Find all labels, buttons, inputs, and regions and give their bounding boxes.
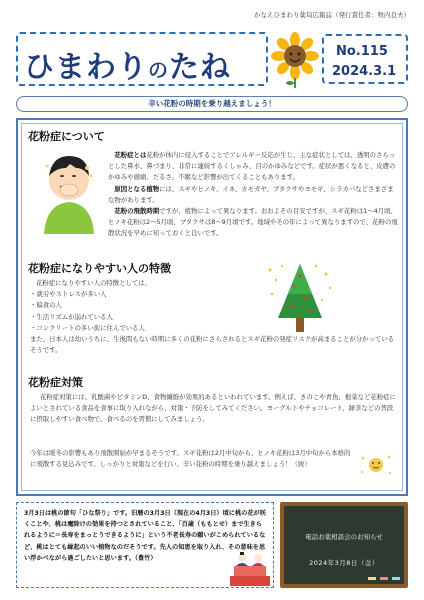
main-article-box [16,118,408,496]
sneezing-person-illustration [38,146,100,234]
prone-intro: 花粉症になりやすい人の特徴としては、 [36,279,152,287]
publisher-line: かなえひまわり薬局広報誌（発行責任者：牧内良夫） [254,11,410,19]
list-item: ・生活リズムが崩れている人 [30,312,113,321]
heading-about: 花粉症について [28,130,105,143]
issue-number: No.115 [336,44,388,59]
hinamatsuri-note: 3月3日は桃の節句「ひな祭り」です。旧暦の3月3日（現在の4月3日）頃に桃の花が咲くことや、桃は魔除けの効果を持つとされていること、「百歳（ももとせ）まで生きられるように＝長寿をまっとうできるように」という不老長寿の願いがこめられているなど、桃はとても縁起のいい植物なのだそうです。先人の知恵を取り入れ、その意味を思い浮かべながら過ごしたいと思います。（豊竹） [16,502,274,588]
board-date: 2024年3月8日（金） [309,559,379,567]
hina-dolls-illustration [230,548,270,586]
subtitle-banner: 辛い花粉の時期を乗り越えましょう！ [16,96,408,112]
about-paragraphs: 花粉症とは花粉が体内に侵入することでアレルギー反応が生じ、主な症状としては、透明のさらっとした鼻水、鼻づまり、非常に連続するくしゃみ、目のかゆみなどです。症状が悪くなると、皮膚のかゆみや頭痛、だるさ、不眠など影響が出てくることもあります。 原因となる植物には、スギやヒノキ、イネ、カモガヤ、ブタクサやヨモギ、シラカバなどさまざまな物があります。 花粉の飛散時期ですが、植物によって異なります。おおよその目安ですが、スギ花粉は1〜4月頃、ヒノキ花粉は2〜5月頃、ブタクサは8〜9月頃です。地域やその年によって異なりますので、花粉の飛散状況を早めに知っておくと良いです。 [108,151,398,238]
chalk-icon [368,577,376,580]
measures-closing: 今年は暖冬の影響もあり飛散開始が早まるそうです。スギ花粉は2月中旬から、ヒノキ花粉は3月中旬から本格的に飛散する見込みです。しっかりと対策などを行い、辛い花粉の時期を乗り越えましょう！（綾） [30,449,351,469]
pollen-icon [358,452,394,478]
chalk-icon [380,577,388,580]
board-title: 電話お薬相談会のお知らせ [305,533,383,541]
issue-box [322,34,408,84]
notice-chalkboard [280,502,408,588]
list-item: ・就労やストレスが多い人 [30,290,107,299]
prone-outro: また、日本人は幼いうちに、生後間もない時期に多くの花粉にさらされるとスギ花粉の発症リスクが高まることが分かっているそうです。 [30,335,395,355]
list-item: ・コンクリートの多い街に住んでいる人 [30,323,145,332]
issue-date: 2024.3.1 [332,64,397,79]
heading-prone: 花粉症になりやすい人の特徴 [28,262,171,275]
heading-measures: 花粉症対策 [28,376,83,389]
newsletter-title: ひまわりのたね [24,50,231,85]
list-item: ・偏食の人 [30,301,62,310]
chalk-icon [392,577,400,580]
measures-paragraph: 花粉症対策には、乳酸菌やビタミンD、食物繊維が効果的あるといわれています。例えば、きのこや青魚、根菜など花粉症によいとされている食品を食事に取り入れながら、対策・予防をしてみてください。ヨーグルトやチョコレート、緑茶などの普段に摂取しやすい食べ物で、食べるのを習慣にしてみましょう。 [30,393,396,424]
prone-list [30,278,250,334]
masthead-banner [16,32,268,86]
cedar-tree-illustration [264,260,336,336]
sunflower-icon [270,32,320,88]
